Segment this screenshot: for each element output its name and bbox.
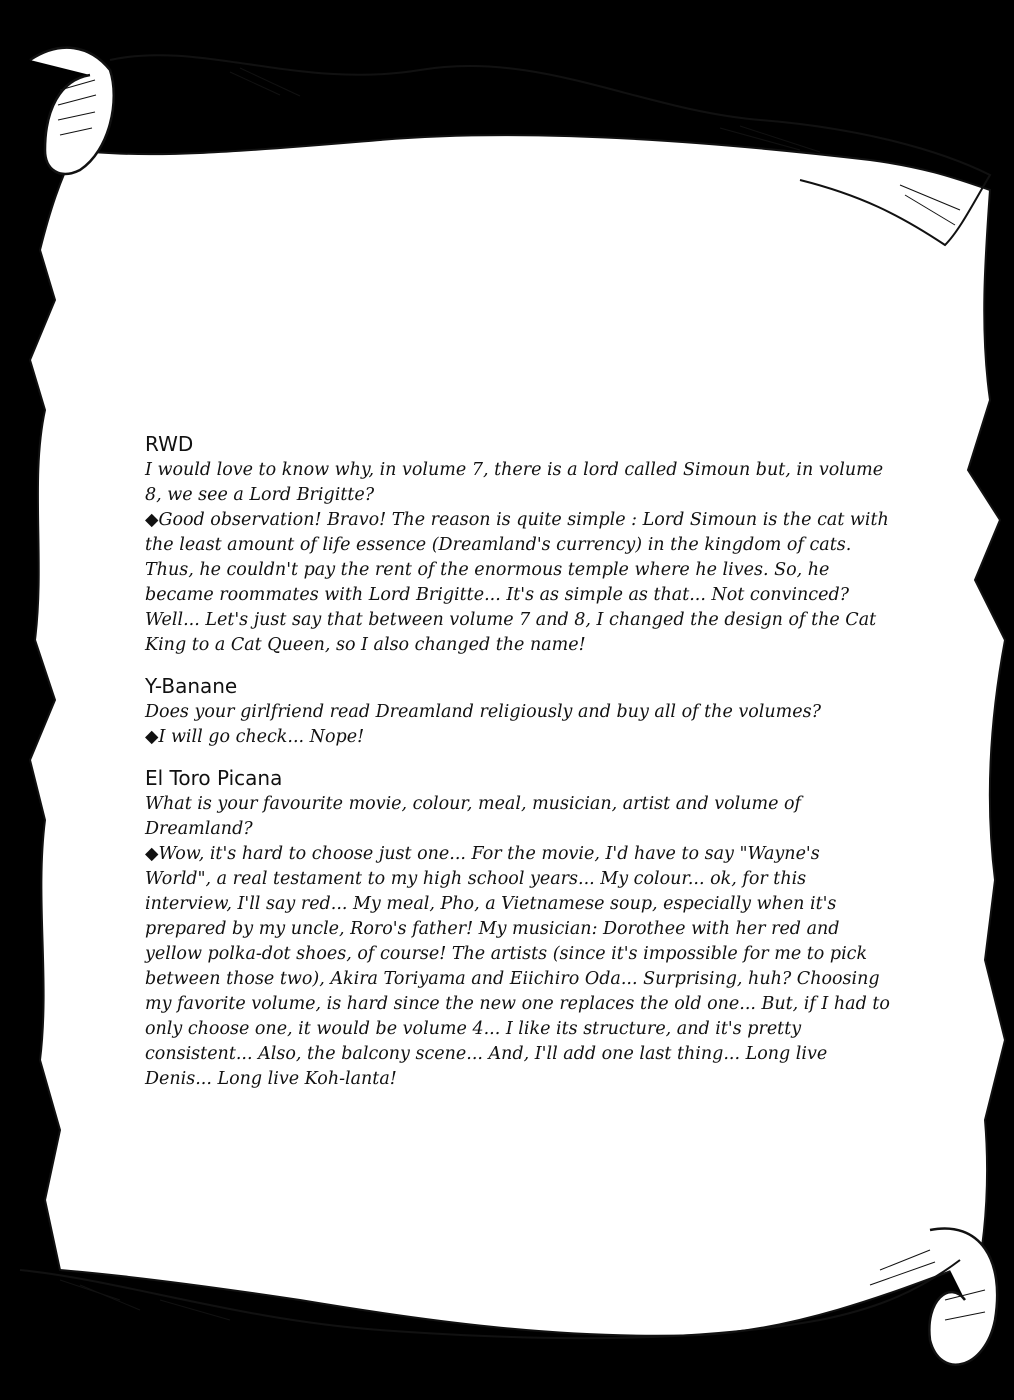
diamond-bullet-icon: ◆: [145, 844, 159, 864]
question-text: I would love to know why, in volume 7, there is a lord called Simoun but, in volume 8, we see a Lord Brigitte?: [145, 460, 884, 505]
answer-text: Wow, it's hard to choose just one... For the movie, I'd have to say "Wayne's World", a real testament to my high school years... My colour... ok, for this interview, I'll say red... My meal, Pho, a Vietnamese soup, especially when it's prepared by my uncle, Roro's father! My musician: Dorothee with her red and yellow polka-dot shoes, of course! The artists (since it's impossible for me to pick between those two), Akira Toriyama and Eiichiro Oda... Surprising, huh? Choosing my favorite volume, is hard since the new one replaces the old one... But, if I had to only choose one, it would be volume 4... I like its structure, and it's pretty consistent... Also, the balcony scene... And, I'll add one last thing... Long live Denis... Long live Koh-lanta!: [145, 844, 890, 1089]
qa-entry-rwd: [145, 430, 890, 658]
question-text: What is your favourite movie, colour, meal, musician, artist and volume of Dreamland?: [145, 794, 802, 839]
diamond-bullet-icon: ◆: [145, 727, 159, 747]
answer-paragraph: [145, 508, 890, 658]
answer-paragraph: [145, 725, 890, 750]
question-text: Does your girlfriend read Dreamland religiously and buy all of the volumes?: [145, 702, 821, 722]
fan-questions-section: [145, 430, 890, 1106]
answer-paragraph: [145, 842, 890, 1092]
qa-entry-y-banane: [145, 672, 890, 750]
asker-name: RWD: [145, 432, 194, 456]
bottom-scroll-roll: [929, 1228, 997, 1364]
asker-name: El Toro Picana: [145, 766, 283, 790]
answer-text: Good observation! Bravo! The reason is quite simple : Lord Simoun is the cat with the least amount of life essence (Dreamland's currency) in the kingdom of cats. Thus, he couldn't pay the rent of the enormous temple where he lives. So, he became roommates with Lord Brigitte... It's as simple as that... Not convinced? Well... Let's just say that between volume 7 and 8, I changed the design of the Cat King to a Cat Queen, so I also changed the name!: [145, 510, 889, 655]
asker-name: Y-Banane: [145, 674, 238, 698]
qa-entry-el-toro-picana: [145, 764, 890, 1092]
answer-text: I will go check... Nope!: [158, 727, 365, 747]
diamond-bullet-icon: ◆: [145, 510, 159, 530]
